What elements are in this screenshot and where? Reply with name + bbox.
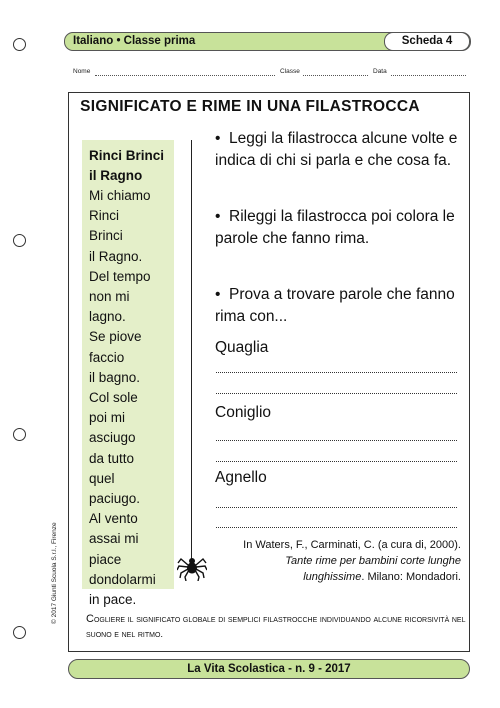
worksheet-title: SIGNIFICATO E RIME IN UNA FILASTROCCA bbox=[80, 98, 420, 115]
copyright-notice: © 2017 Giunti Scuola S.r.l., Firenze bbox=[51, 522, 58, 624]
binder-hole-4 bbox=[13, 626, 26, 639]
instruction-1-text: Leggi la filastrocca alcune volte e indica di chi si parla e che cosa fa. bbox=[215, 130, 458, 169]
class-field[interactable] bbox=[303, 75, 368, 76]
instruction-3: • Prova a trovare parole che fanno rima con... bbox=[215, 286, 455, 325]
poem-title bbox=[89, 146, 179, 186]
name-field[interactable] bbox=[95, 75, 275, 76]
answer-line[interactable] bbox=[216, 440, 457, 441]
instruction-3-text: Prova a trovare parole che fanno rima con... bbox=[215, 286, 455, 325]
answer-line[interactable] bbox=[216, 507, 457, 508]
subject-label: Italiano • Classe prima bbox=[73, 35, 196, 47]
answer-line[interactable] bbox=[216, 393, 457, 394]
reference-publisher: . Milano: Mondadori. bbox=[361, 571, 461, 583]
poem-title-line-1: Rinci Brinci bbox=[89, 148, 165, 163]
header-bar bbox=[64, 32, 471, 51]
name-label: Nome bbox=[73, 68, 91, 75]
binder-hole-2 bbox=[13, 234, 26, 247]
rhyme-word-coniglio: Coniglio bbox=[215, 404, 272, 421]
spider-icon bbox=[177, 553, 207, 581]
instruction-1: • Leggi la filastrocca alcune volte e indica di chi si parla e che cosa fa. bbox=[215, 130, 458, 169]
learning-goal bbox=[86, 612, 466, 642]
footer-bar: La Vita Scolastica - n. 9 - 2017 bbox=[68, 659, 470, 679]
answer-line[interactable] bbox=[216, 372, 457, 373]
poem-title-line-2: il Ragno bbox=[89, 168, 143, 183]
bibliographic-reference bbox=[241, 537, 461, 585]
learning-goal-text: ogliere il significato globale di semplici filastrocche individuando alcune ricorsività nel suono e nel ritmo. bbox=[86, 614, 466, 640]
instruction-2-text: Rileggi la filastrocca poi colora le parole che fanno rima. bbox=[215, 208, 455, 247]
poem-text: Mi chiamo Rinci Brinci il Ragno. Del tempo non mi lagno. Se piove faccio il bagno. Col sole poi mi asciugo da tutto quel paciugo. Al vento assai mi piace dondolarmi in pace. bbox=[89, 188, 156, 608]
reference-authors: In Waters, F., Carminati, C. (a cura di, 2000). bbox=[243, 539, 461, 551]
date-label: Data bbox=[373, 68, 387, 75]
instruction-2: • Rileggi la filastrocca poi colora le parole che fanno rima. bbox=[215, 208, 455, 247]
reference-book-title: Tante rime per bambini corte lunghe lunghissime bbox=[285, 555, 461, 583]
learning-goal-initial: C bbox=[86, 613, 94, 625]
rhyme-word-quaglia: Quaglia bbox=[215, 339, 269, 356]
date-field[interactable] bbox=[391, 75, 466, 76]
sheet-number: Scheda 4 bbox=[384, 32, 470, 51]
class-label: Classe bbox=[280, 68, 300, 75]
binder-hole-1 bbox=[13, 38, 26, 51]
spider-thread bbox=[191, 140, 192, 560]
rhyme-word-agnello: Agnello bbox=[215, 469, 267, 486]
answer-line[interactable] bbox=[216, 461, 457, 462]
answer-line[interactable] bbox=[216, 527, 457, 528]
binder-hole-3 bbox=[13, 428, 26, 441]
